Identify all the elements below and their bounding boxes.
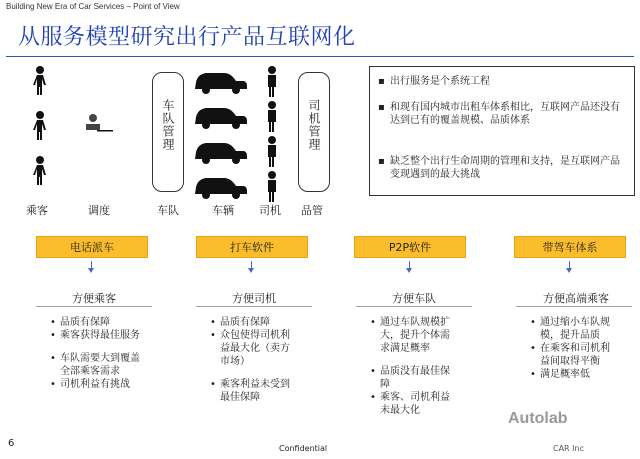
model-header-chauffeur-system: 带驾车体系 — [514, 236, 626, 258]
driver-icon — [268, 66, 276, 97]
passenger-icon — [33, 156, 46, 185]
down-arrow-icon — [248, 268, 254, 273]
confidential-label: Confidential — [279, 444, 328, 453]
driver-management-box — [298, 72, 330, 192]
model-subtitle: 方便司机 — [232, 292, 276, 305]
dispatcher-icon — [86, 114, 113, 132]
down-arrow-icon — [88, 268, 94, 273]
role-label-quality: 品管 — [301, 204, 323, 217]
list-item: • 满足概率低 — [530, 369, 590, 380]
key-point: ▪ 出行服务是个系统工程 — [378, 76, 490, 87]
car-icon — [195, 178, 247, 199]
list-item: • 品质有保障 — [50, 317, 110, 328]
deck-subtitle: Building New Era of Car Services – Point of View — [6, 2, 180, 11]
list-item: • 车队需要大到覆盖全部乘客需求 — [50, 353, 140, 377]
down-arrow-icon — [566, 268, 572, 273]
divider — [196, 306, 312, 307]
driver-icon — [268, 101, 276, 132]
list-item: • 通过车队规模扩大，提升个体需求满足概率 — [370, 317, 450, 354]
key-point: ▪ 缺乏整个出行生命周期的管理和支持，是互联网产品变现遇到的最大挑战 — [378, 156, 620, 180]
list-item: • 品质没有最佳保障 — [370, 366, 450, 390]
role-label-driver: 司机 — [259, 204, 281, 217]
role-label-passenger: 乘客 — [26, 204, 48, 217]
watermark: Autolab — [508, 410, 568, 427]
list-item: • 在乘客和司机利益间取得平衡 — [530, 343, 610, 367]
list-item: • 司机利益有挑战 — [50, 379, 130, 390]
driver-management-label: 司机管理 — [307, 99, 321, 151]
model-header-phone-dispatch: 电话派车 — [36, 236, 148, 258]
page-title: 从服务模型研究出行产品互联网化 — [18, 25, 356, 50]
list-item: • 乘客利益未受到最佳保障 — [210, 379, 290, 403]
role-label-vehicle: 车辆 — [212, 204, 234, 217]
brand-label: CAR Inc — [553, 444, 584, 453]
key-point: ▪ 和现有国内城市出租车体系相比，互联网产品还没有达到已有的覆盖规模、品质体系 — [378, 102, 620, 126]
model-header-ride-hailing-app: 打车软件 — [196, 236, 308, 258]
list-item: • 众包使得司机利益最大化（卖方市场） — [210, 330, 290, 367]
role-label-dispatch: 调度 — [88, 204, 110, 217]
fleet-management-label: 车队管理 — [161, 99, 175, 151]
car-icon — [195, 143, 247, 164]
page-number: 6 — [8, 438, 15, 449]
role-label-fleet: 车队 — [157, 204, 179, 217]
model-feature-list — [370, 316, 456, 417]
model-subtitle: 方便高端乘客 — [543, 292, 609, 305]
list-item: • 通过缩小车队规模，提升品质 — [530, 317, 610, 341]
driver-icon — [268, 171, 276, 202]
model-feature-list — [50, 316, 142, 391]
fleet-management-box — [152, 72, 184, 192]
down-arrow-icon — [406, 268, 412, 273]
divider — [36, 306, 152, 307]
passenger-icon — [33, 66, 46, 95]
title-divider — [6, 56, 634, 57]
model-subtitle: 方便乘客 — [72, 292, 116, 305]
passenger-icon — [33, 111, 46, 140]
driver-icon — [268, 136, 276, 167]
car-icon — [195, 73, 247, 94]
model-subtitle: 方便车队 — [392, 292, 436, 305]
model-feature-list — [210, 316, 298, 404]
model-header-p2p-app: P2P软件 — [354, 236, 466, 258]
divider — [356, 306, 472, 307]
list-item: • 乘客获得最佳服务 — [50, 330, 140, 341]
key-points-box — [369, 66, 635, 196]
list-item: • 品质有保障 — [210, 317, 270, 328]
car-icon — [195, 108, 247, 129]
divider — [516, 306, 632, 307]
list-item: • 乘客、司机利益未最大化 — [370, 392, 450, 416]
model-feature-list — [530, 316, 618, 381]
